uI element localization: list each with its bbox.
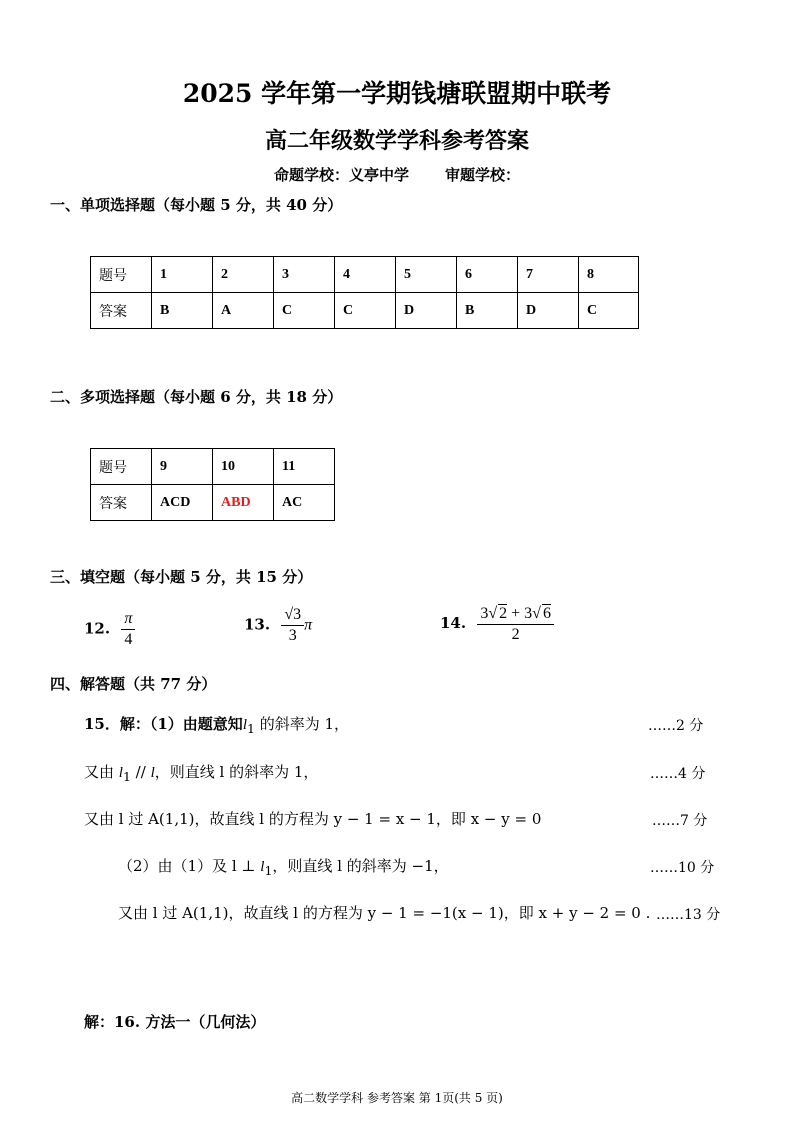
q15-line-1-suffix: 的斜率为 1， (254, 715, 350, 733)
parallel-symbol: // (130, 763, 151, 781)
score-marker: ……4 分 (650, 766, 706, 782)
denominator: 4 (124, 631, 133, 648)
radicand: 2 (499, 605, 508, 622)
row-label-question: 题号 (91, 449, 152, 485)
pi-symbol: π (304, 616, 313, 634)
question-number: 8 (579, 257, 639, 293)
answer-cell-highlighted: ABD (213, 485, 274, 521)
var-l: l (242, 717, 247, 733)
question-number: 11 (274, 449, 335, 485)
table-row (91, 449, 335, 485)
table-row (91, 293, 639, 329)
q15-line-4 (118, 855, 449, 878)
radicand: 6 (542, 605, 551, 622)
row-label-answer: 答案 (91, 485, 152, 521)
answer-cell: B (152, 293, 213, 329)
answer-14-label: 14. (440, 614, 467, 632)
multiple-choice-table (90, 448, 335, 521)
denominator: 3 (288, 627, 297, 644)
q16-heading: 解：16. 方法一（几何法） (84, 1013, 266, 1031)
answer-cell: AC (274, 485, 335, 521)
q15-line-1-prefix: 15．解：（1）由题意知 (84, 715, 243, 733)
q15-line-4-prefix: （2）由（1）及 l ⊥ (118, 857, 261, 875)
proposer-school: 命题学校：义亭中学 (273, 166, 409, 184)
fraction (281, 606, 304, 645)
q15-line-2 (84, 761, 318, 784)
score-marker: ……13 分 (656, 907, 721, 923)
row-label-answer: 答案 (91, 293, 152, 329)
score-marker: ……10 分 (650, 860, 715, 876)
table-row (91, 485, 335, 521)
answer-cell: A (213, 293, 274, 329)
answer-cell: D (396, 293, 457, 329)
q15-line-4-suffix: ，则直线 l 的斜率为 −1， (272, 857, 449, 875)
fraction (477, 604, 554, 644)
subscript: 1 (264, 863, 273, 878)
answer-13-label: 13. (244, 615, 271, 634)
answer-cell: C (579, 293, 639, 329)
section3-title: 三、填空题（每小题 5 分，共 15 分） (50, 568, 313, 586)
question-number: 1 (152, 257, 213, 293)
answer-cell: C (335, 293, 396, 329)
numerator: 3√ 2 + 3√ 6 (477, 604, 554, 625)
question-number: 6 (457, 257, 518, 293)
denominator: 2 (511, 626, 520, 643)
var-l: l (118, 765, 123, 781)
answer-cell: D (518, 293, 579, 329)
school-line (0, 164, 794, 185)
q15-line-3: 又由 l 过 A(1,1)，故直线 l 的方程为 y − 1 = x − 1，即 x − y = 0 (84, 810, 542, 828)
exam-title: 2025 学年第一学期钱塘联盟期中联考 (182, 79, 612, 108)
answer-cell: B (457, 293, 518, 329)
q15-line-1 (84, 713, 349, 736)
subscript: 1 (122, 769, 131, 784)
question-number: 7 (518, 257, 579, 293)
var-l: l (260, 859, 265, 875)
table-row (91, 257, 639, 293)
section2-title: 二、多项选择题（每小题 6 分，共 18 分） (50, 388, 343, 406)
answer-cell: ACD (152, 485, 213, 521)
answer-cell: C (274, 293, 335, 329)
question-number: 5 (396, 257, 457, 293)
q15-line-2-suffix: ，则直线 l 的斜率为 1， (154, 763, 319, 781)
section4-title: 四、解答题（共 77 分） (50, 675, 217, 693)
question-number: 3 (274, 257, 335, 293)
plus-term: + 3 (507, 605, 533, 622)
numerator: √3 (281, 606, 304, 626)
score-marker: ……7 分 (652, 813, 708, 829)
answer-14 (440, 604, 554, 644)
answer-12-label: 12. (84, 619, 111, 638)
q15-line-2-prefix: 又由 (84, 763, 119, 781)
question-number: 2 (213, 257, 274, 293)
single-choice-table (90, 256, 639, 329)
fraction (121, 610, 135, 649)
subscript: 1 (246, 721, 255, 736)
reviewer-school: 审题学校： (445, 166, 521, 184)
question-number: 9 (152, 449, 213, 485)
var-l: l (150, 765, 155, 781)
coefficient: 3 (480, 605, 489, 622)
section1-title: 一、单项选择题（每小题 5 分，共 40 分） (50, 196, 343, 214)
question-number: 4 (335, 257, 396, 293)
answer-12 (84, 610, 135, 649)
row-label-question: 题号 (91, 257, 152, 293)
q15-line-5: 又由 l 过 A(1,1)，故直线 l 的方程为 y − 1 = −1(x − 1)，即 x + y − 2 = 0 . (118, 904, 651, 922)
answer-13 (244, 606, 312, 645)
score-marker: ……2 分 (648, 718, 704, 734)
question-number: 10 (213, 449, 274, 485)
answer-key-subtitle: 高二年级数学学科参考答案 (264, 128, 529, 154)
numerator: π (121, 610, 135, 630)
page-footer: 高二数学学科 参考答案 第 1页(共 5 页) (291, 1091, 503, 1105)
